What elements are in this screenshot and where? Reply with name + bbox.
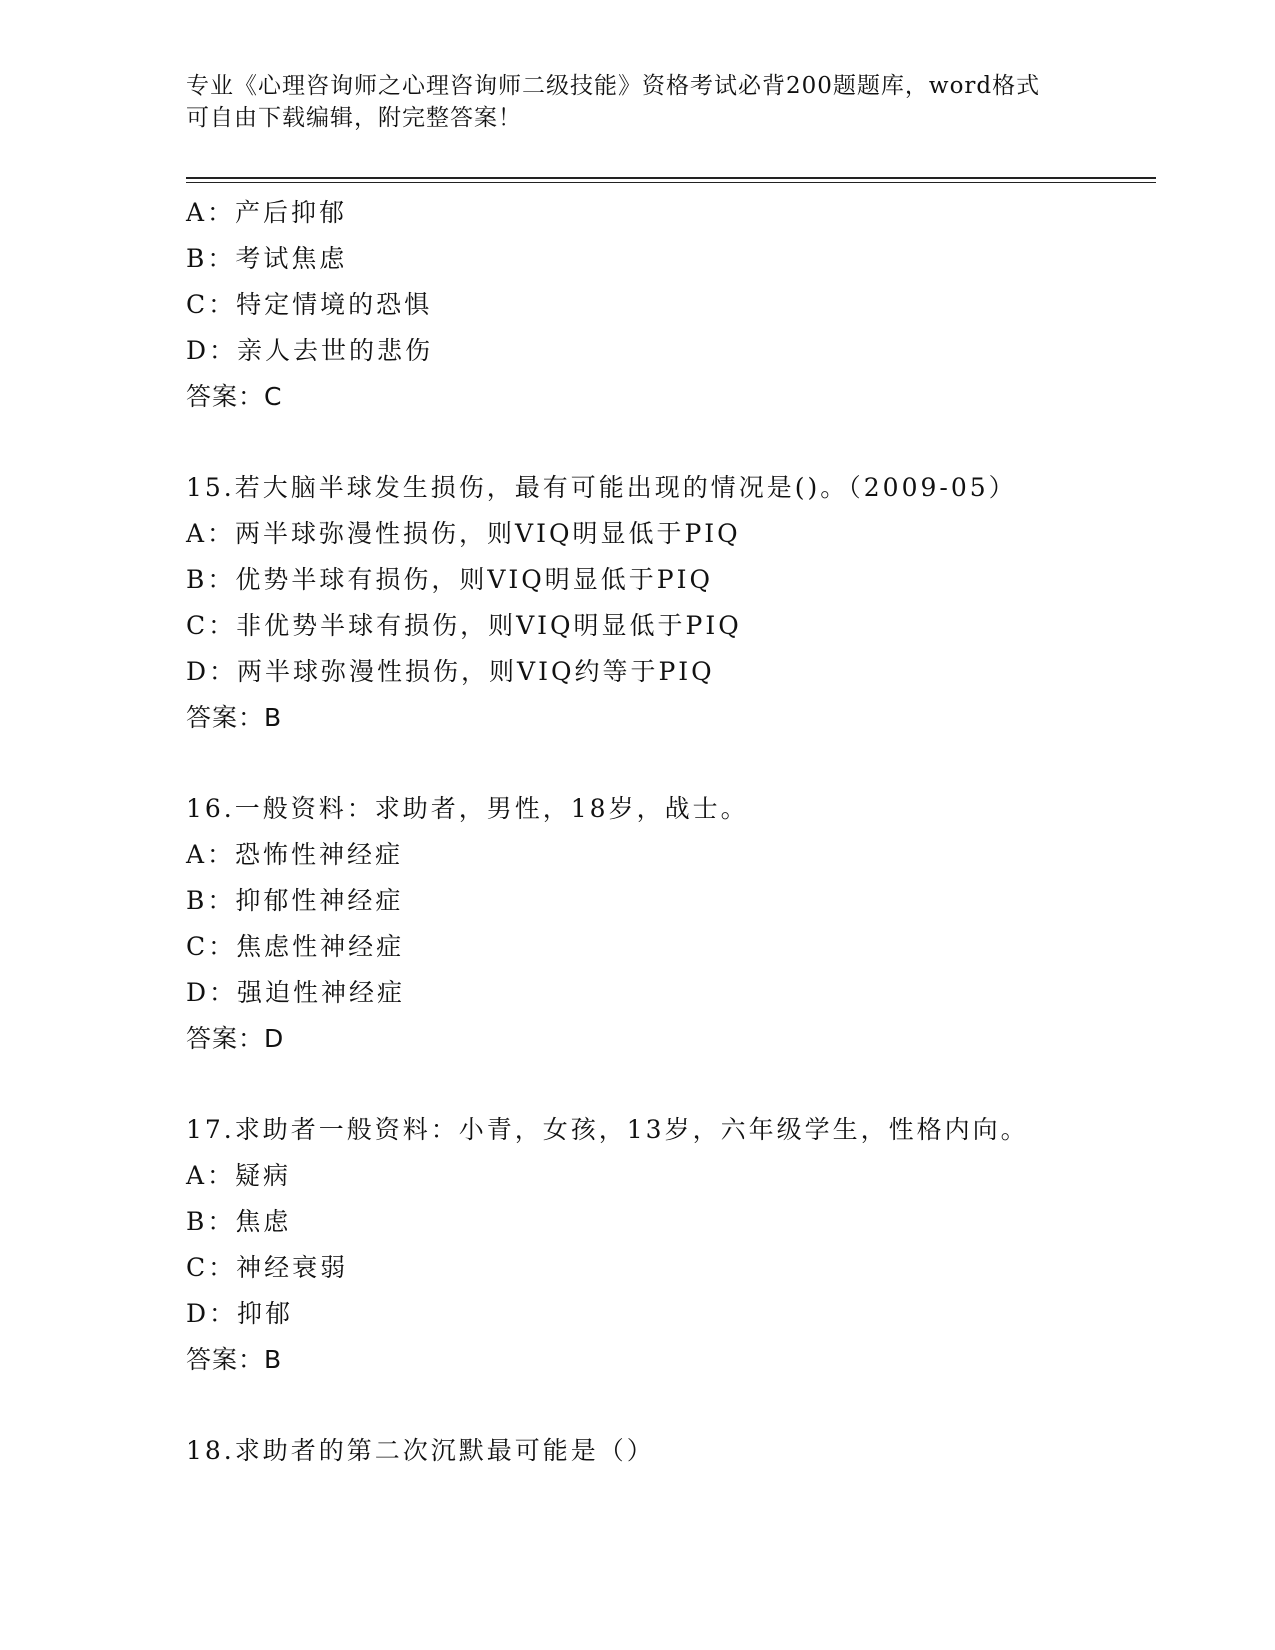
option-c: C：特定情境的恐惧 <box>186 290 433 319</box>
option-c: C：神经衰弱 <box>186 1253 349 1282</box>
question-stem: 17.求助者一般资料：小青，女孩，13岁，六年级学生，性格内向。 <box>186 1115 1029 1144</box>
question-block <box>186 786 1166 1062</box>
option-b: B：焦虑 <box>186 1207 292 1236</box>
answer-line: 答案：B <box>186 703 283 732</box>
answer-line: 答案：D <box>186 1024 285 1053</box>
block-spacer <box>186 1383 1166 1428</box>
option-d: D：抑郁 <box>186 1299 294 1328</box>
header-divider <box>186 177 1156 179</box>
question-block <box>186 1107 1166 1383</box>
block-spacer <box>186 1062 1166 1107</box>
option-a: A：两半球弥漫性损伤，则VIQ明显低于PIQ <box>186 519 741 548</box>
block-spacer <box>186 420 1166 465</box>
question-list <box>186 190 1166 1474</box>
option-d: D：两半球弥漫性损伤，则VIQ约等于PIQ <box>186 657 715 686</box>
option-a: A：疑病 <box>186 1161 292 1190</box>
option-a: A：恐怖性神经症 <box>186 840 404 869</box>
option-a: A：产后抑郁 <box>186 198 348 227</box>
header-line-2: 可自由下载编辑，附完整答案！ <box>186 105 522 131</box>
option-d: D：亲人去世的悲伤 <box>186 336 434 365</box>
header-divider-thin <box>186 182 1156 183</box>
question-block <box>186 1428 1166 1474</box>
header-line-1: 专业《心理咨询师之心理咨询师二级技能》资格考试必背200题题库，word格式 <box>186 73 1041 99</box>
option-b: B：考试焦虑 <box>186 244 348 273</box>
question-stem: 18.求助者的第二次沉默最可能是（） <box>186 1436 655 1465</box>
answer-line: 答案：C <box>186 382 283 411</box>
option-b: B：优势半球有损伤，则VIQ明显低于PIQ <box>186 565 713 594</box>
document-header <box>186 70 1086 134</box>
option-d: D：强迫性神经症 <box>186 978 406 1007</box>
block-spacer <box>186 741 1166 786</box>
option-b: B：抑郁性神经症 <box>186 886 404 915</box>
option-c: C：焦虑性神经症 <box>186 932 405 961</box>
question-stem: 16.一般资料：求助者，男性，18岁，战士。 <box>186 794 749 823</box>
option-c: C：非优势半球有损伤，则VIQ明显低于PIQ <box>186 611 742 640</box>
question-stem: 15.若大脑半球发生损伤，最有可能出现的情况是()。（2009-05） <box>186 473 1017 502</box>
answer-line: 答案：B <box>186 1345 283 1374</box>
question-block <box>186 190 1166 420</box>
question-block <box>186 465 1166 741</box>
